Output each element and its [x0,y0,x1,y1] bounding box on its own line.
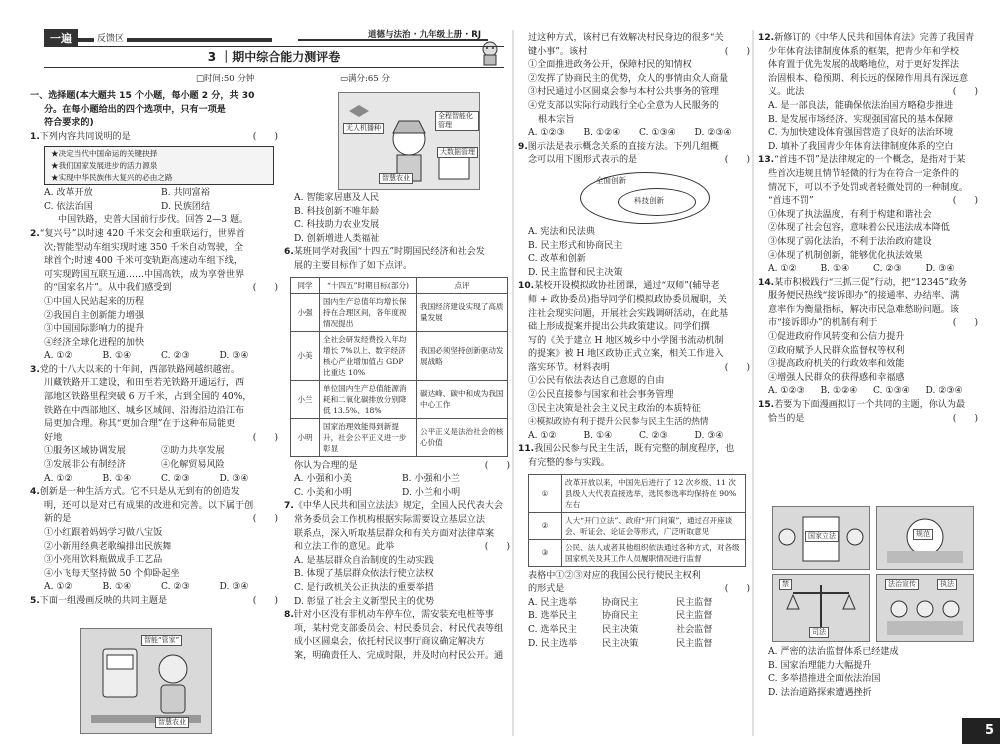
q15-stem: 15.若要为下面漫画拟订一个共同的主题，你认为最 [758,400,966,411]
q5-mid-label: 大数据管理 [437,147,478,158]
table-row [291,293,508,331]
table-row [529,474,746,512]
q3-items [30,459,278,473]
q4-item: ③小亮用饮料瓶做成手工艺品 [44,555,163,566]
q2-item: ④经济全球化进程的加快 [44,337,145,348]
q8-item: ③村民通过小区圆桌会参与本村公共事务的管理 [528,87,719,98]
option[interactable]: C. ②③ [161,473,190,484]
q23-intro: 中国铁路，史普大国前行步伐。回答 2—3 题。 [58,215,249,226]
q15-line: 恰当的是 ( ) [768,413,978,424]
q7-option[interactable]: A. 是基层群众自治制度的生动实践 [294,555,434,566]
option[interactable]: D. ②③④ [925,386,963,397]
q9-option[interactable]: B. 民主形式和协商民主 [528,240,623,251]
q6-table [290,277,508,457]
q14-item: ①促进政府作风转变和公信力提升 [768,332,905,343]
q10-item: ④模拟政协有利于提升公民参与民主生活的热情 [528,417,709,428]
table-cell: 公平正义是法治社会的核心价值 [417,418,508,456]
section-title-3: 符合要求的) [44,118,94,129]
q2-stem: 2.“复兴号”以时速 420 千米交会和重联运行，世界首 [30,228,246,239]
q15-option[interactable]: C. 多举措推进全面依法治国 [768,674,881,685]
column-3 [518,32,750,651]
q12-option[interactable]: B. 是发展市场经济、实现强国富民的基本保障 [768,114,954,125]
q8-line: 成小区圆桌会，依托村民议事厅商议确定解决方 [294,637,485,648]
q1-box-line: ★决定当代中国命运的关键抉择 [51,149,158,159]
table-row [291,331,508,380]
q12-option[interactable]: C. 为加快建设体育强国营造了良好的法治环境 [768,128,954,139]
q5-mid-label: 智慧农业 [379,173,413,184]
option[interactable]: C. ①③④ [639,128,676,139]
option[interactable]: D. ②③④ [694,128,732,139]
item: ③发展非公有制经济 [44,460,126,471]
option[interactable]: C. ②③ [161,582,190,593]
option[interactable]: A. ①② [44,582,73,593]
q5-option[interactable]: C. 科技助力农业发展 [294,220,380,231]
q5-cartoon-right [338,92,480,190]
q11-line: 表格中①②③对应的我国公民行使民主权利 [528,570,701,581]
q9-diagram [518,168,750,226]
item: ④化解贸易风险 [161,460,225,471]
q13-item: ③体现了弱化法治，不利于法治政府建设 [768,236,932,247]
q5-option[interactable]: B. 科技创新不唯年龄 [294,206,380,217]
column-divider [752,30,754,736]
q9-option[interactable]: D. 民主监督和民主决策 [528,267,623,278]
q2-line: 可实现跨国互联互通……中国高铁，成为享誉世界 [44,269,245,280]
q8-options [518,127,750,141]
q10-item: ②公民直接参与国家和社会事务管理 [528,390,674,401]
q11-stem: 11.我国公民参与民主生活，既有完整的制度程序，也 [518,444,735,455]
section-title-1: 一、选择题(本大题共 15 个小题，每小题 2 分，共 30 [30,91,255,101]
q10-options [518,430,750,444]
q7-option[interactable]: B. 体现了基层群众依法行使立法权 [294,569,434,580]
q13-stem: 13.“首违不罚”是法律规定的一个概念，是指对于某 [758,155,966,166]
option[interactable]: B. ①④ [102,582,132,593]
q7-option[interactable]: D. 彰显了社会主义新型民主的优势 [294,596,435,607]
q15-label: 禁 [779,579,792,590]
q10-line: 注社会现实问题，开展社会实践调研活动，在此基 [528,308,729,319]
q2-line: 的“国家名片”。从中我们感受到 ( ) [44,283,278,294]
q14-item: ③提高政府机关的行政效率和效能 [768,359,905,370]
column-2 [284,192,510,663]
q12-line: 治固根本、稳预期、利长远的保障作用具有深远意 [768,73,969,84]
table-cell: 公民、法人或者其他组织依法通过各种方式，对各级国家机关及其工作人员履职情况进行监督 [562,539,746,566]
feedback-zone: 反馈区 [94,31,127,44]
option[interactable]: B. ①④ [102,473,132,484]
option[interactable]: B. ①④ [102,351,132,362]
table-cell: ① [529,474,562,512]
table-cell: 小强 [291,293,320,331]
q8-line: 案，明确责任人、完成时限，并及时向村民公开。通 [294,650,504,661]
option[interactable]: D. ③④ [925,264,955,275]
q13-item: ②体现了社会包容，意味着公民违法成本降低 [768,223,950,234]
q13-options [758,263,978,277]
q5-option[interactable]: A. 智能家居惠及人民 [294,193,380,203]
table-row [529,512,746,539]
q15-label: 司法 [809,627,829,638]
q8-line: 项，某村党支部委员会、村民委员会、村民代表等组 [294,623,504,634]
q12-line: 少年体育法律制度体系的框架，把青少年和学校 [768,46,959,57]
option[interactable]: D. 小兰和小明 [402,487,461,498]
page-number: 5 [962,718,1000,744]
q4-line: 明，还可以是对已有成果的改进和完善。以下属于创 [44,500,254,511]
option[interactable]: A. 小强和小美 [294,474,352,485]
q13-item: ④体现了机制创新，能够优化执法效果 [768,250,923,261]
section-title-2: 分。在每小题给出的四个选项中，只有一项是 [44,104,226,115]
option[interactable]: B. 共同富裕 [161,188,210,199]
q7-option[interactable]: C. 是行政机关公正执法的重要举措 [294,582,434,593]
q13-item: ①体现了执法温度，有利于构建和谐社会 [768,209,932,220]
option[interactable]: B. ①④ [820,264,850,275]
q9-line: 念可以用下图形式表示的是 ( ) [528,155,750,166]
q2-line: 次;智能型动车组实现时速 350 千米自动驾驶，全 [44,242,243,253]
table-row [291,380,508,418]
q14-options [758,385,978,399]
q2-options [30,350,278,364]
option[interactable]: B. ①②④ [583,128,621,139]
option[interactable]: D. ③④ [694,430,724,441]
q4-options [30,581,278,595]
option[interactable]: A. ①② [44,473,73,484]
q15-cartoon [876,506,974,570]
q6-options [284,473,510,487]
option[interactable]: C. ②③ [873,264,902,275]
q1-options [30,201,278,215]
q11-line: 有完整的参与实践。 [528,458,610,469]
q9-option[interactable]: A. 宪法和民法典 [528,226,595,237]
q5-label: 智慧农业 [155,717,189,728]
q5-cartoon-left [80,628,212,734]
q15-label: 规范 [913,529,933,540]
table-cell: 国内生产总值年均增长保持在合理区间，各年度视情况提出 [320,293,417,331]
q15-label: 国家立法 [805,531,839,542]
q10-line: 础上形成提案并提出公共政策建议。同学们撰 [528,322,710,333]
q9-option[interactable]: C. 改革和创新 [528,254,586,265]
q12-line: 体育置于优先发展的战略地位，对于更好发挥法 [768,60,959,71]
option[interactable]: A. ①② [44,351,73,362]
full-score: ▭满分:65 分 [340,74,390,84]
q12-option[interactable]: D. 填补了我国青少年体育法律制度体系的空白 [768,141,954,152]
test-title: 3 ｜期中综合能力测评卷 [44,46,504,68]
q4-item: ②小新用经典老歌编排出民族舞 [44,541,172,552]
table-cell: 碳达峰、碳中和成为我国中心工作 [417,380,508,418]
q14-line: 市“接诉即办”的机制有利于 ( ) [768,318,978,329]
q12-line: 义。此法 ( ) [768,87,978,98]
q3-stem: 3.党的十八大以来的十年间，西部铁路网越织越密。 [30,364,240,375]
q13-line: “首违不罚” ( ) [768,196,978,207]
table-cell: 全社会研发经费投入年均增长 7%以上、数字经济核心产业增加值占 GDP 比重达 10% [320,331,417,380]
q4-item: ①小红跟着妈妈学习做八宝饭 [44,528,163,538]
option[interactable]: A. 改革开放 [44,188,93,199]
q10-item: ③民主决策是社会主义民主政治的本质特征 [528,403,701,414]
q12-option[interactable]: A. 是一部良法，能确保依法治国方略稳步推进 [768,100,954,111]
option[interactable]: A. ①②③ [768,386,805,397]
option[interactable]: C. ②③ [161,351,190,362]
q2-item: ①中国人民站起来的历程 [44,296,145,307]
option[interactable]: B. ①②④ [820,386,858,397]
q15-cartoon [772,574,870,642]
table-cell: ② [529,512,562,539]
q15-option[interactable]: B. 国家治理能力大幅提升 [768,660,872,671]
q11-option[interactable]: B. 选举民主 协商民主 民主监督 [528,611,713,622]
table-header-row [291,277,508,293]
q10-line: 落实环节。材料表明 ( ) [528,362,750,373]
option[interactable]: A. ①② [768,264,797,275]
table-cell: 改革开放以来，中国先后进行了 12 次乡级、11 次县级人大代表直接选举，选民参选率均保持在 90% 左右 [562,474,746,512]
q15-label: 执法 [937,579,957,590]
q5-mid-label: 无人机播种 [343,123,384,134]
table-cell: 国家治理效能得到新提升，社会公平正义进一步彰显 [320,418,417,456]
q13-line: 情况下，可以不予处罚或者轻微处罚的一种制度。 [768,182,969,193]
q5-option[interactable]: D. 创新增进人类福祉 [294,233,380,244]
q3-line: 好地 ( ) [44,432,278,443]
q2-line: 球首个;时速 400 千米可变轨距高速动车组下线， [44,256,243,267]
q5-mid-label: 全程智能化管理 [435,111,479,131]
table-row [529,539,746,566]
q1-box-line: ★我们国家发展进步的活力源泉 [51,160,158,170]
option[interactable]: C. ②③ [639,430,668,441]
header-badge: 一遍 [44,29,78,47]
q14-item: ②政府赋予人民群众监督权等权利 [768,345,905,356]
option[interactable]: D. ③④ [219,351,249,362]
q10-line: 师 + 政协委员)指导同学们模拟政协委员履职，关 [528,294,727,305]
table-cell: 人大“开门立法”、政府“开门问策”，通过召开座谈会、听证会、论证会等形式，广泛听取意见 [562,512,746,539]
q15-option[interactable]: D. 法治道路探索遭遇挫折 [768,687,872,698]
q3-items [30,445,278,459]
q6-question: 你认为合理的是 ( ) [294,460,510,471]
option[interactable]: C. ①③④ [873,386,910,397]
q3-line: 铁路在中西部地区、城乡区域间、沿海沿边沿江布 [44,405,245,416]
option[interactable]: A. ①②③ [528,128,565,139]
q11-table [528,474,746,567]
option[interactable]: B. ①④ [583,430,613,441]
table-cell: 单位国内生产总值能源消耗和二氧化碳排放分别降低 13.5%、18% [320,380,417,418]
option[interactable]: D. ③④ [219,582,249,593]
q5-stem: 5.下面一组漫画反映的共同主题是 ( ) [30,595,278,606]
q15-option[interactable]: A. 严密的法治监督体系已经建成 [768,647,899,657]
option[interactable]: C. 依法治国 [44,201,93,212]
q15-options [758,646,978,700]
column-4 [758,32,978,426]
q6-stem: 6.某班同学对我国“十四五”时期国民经济和社会发 [284,247,485,258]
q8-item: ①全面推进政务公开，保障村民的知情权 [528,60,692,71]
q2-item: ③中国国际影响力的提升 [44,324,145,335]
q15-cartoon [876,574,974,642]
table-cell: 小兰 [291,380,320,418]
option[interactable]: D. 民族团结 [161,201,211,212]
q15-cartoon [772,506,870,570]
q8-item: 根本宗旨 [538,114,575,125]
table-cell: ③ [529,539,562,566]
q10-item: ①公民有依法表达自己意愿的自由 [528,376,665,387]
q7-line: 常务委员会工作机构根据实际需要设立基层立法 [294,514,485,525]
q11-option[interactable]: A. 民主选举 协商民主 民主监督 [528,597,713,608]
q11-line: 的形式是 ( ) [528,584,750,595]
q3-line: 川藏铁路开工建设，和田至若羌铁路开通运行，西 [44,378,245,389]
q4-item: ④小飞每天坚持做 50 个仰卧起坐 [44,568,180,579]
q14-stem: 14.某市积极践行“三抓三促”行动，把“12345”政务 [758,277,968,288]
q1-box-line: ★实现中华民族伟大复兴的必由之路 [51,172,173,182]
q5-label: 智能“管家” [141,635,182,646]
q10-line: 写的《关于建立 H 地区城乡中小学图书流动机制 [528,335,724,346]
q7-line: 联系点，深入听取基层群众和有关方面对法律草案 [294,528,495,539]
q3-line: 局更加合理。称其“更加合理”在于这种布局能更 [44,419,236,430]
item: ②助力共享发展 [161,446,225,457]
q12-stem: 12.新修订的《中华人民共和国体育法》完善了我国青 [758,33,975,43]
table-row [291,418,508,456]
option[interactable]: A. ①② [528,430,557,441]
q3-options [30,473,278,487]
q10-line: 的提案》被 H 地区政协正式立案，相关工作进入 [528,349,724,360]
outer-label: 全面创新 [596,175,626,185]
table-header: 点评 [417,277,508,293]
q6-line: 展的主要目标作了如下点评。 [294,260,413,271]
q8-item: ④党支部以实际行动践行全心全意为人民服务的 [528,100,719,111]
q9-stem: 9.图示法是表示概念关系的直接方法。下列几组概 [518,141,719,152]
inner-label: 科技创新 [634,195,664,205]
option[interactable]: B. 小强和小兰 [402,474,460,485]
q8-line: 过这种方式，该村已有效解决村民身边的很多“关 [528,33,724,43]
table-cell: 小明 [291,418,320,456]
q14-line: 意率作为衡量指标，解决市民急难愁盼问题。该 [768,304,959,315]
q6-options [284,487,510,501]
option[interactable]: C. 小美和小明 [294,487,352,498]
column-divider [512,30,514,736]
q4-stem: 4.创新是一种生活方式。它不只是从无到有的创造发 [30,487,240,498]
table-cell: 小美 [291,331,320,380]
q7-line: 和立法工作的意见。此举 ( ) [294,542,510,553]
q1-stem: 1.下列内容共同说明的是 ( ) [30,131,278,142]
q8-line: 键小事”。该村 ( ) [528,46,750,57]
q3-line: 部地区铁路里程突破 6 万千米，占到全国的 40%， [44,392,252,403]
item: ①服务区域协调发展 [44,446,126,457]
q1-quote-box [44,146,274,185]
q1-options [30,187,278,201]
q4-line: 新的是 ( ) [44,514,278,525]
option[interactable]: D. ③④ [219,473,249,484]
book-title: 道德与法治 · 九年级上册 · RJ [368,30,482,40]
q11-option[interactable]: C. 选举民主 民主决策 社会监督 [528,625,713,635]
q14-item: ④增强人民群众的获得感和幸福感 [768,372,905,383]
q10-stem: 10.某校开设模拟政协社团课，通过“双师”(辅导老 [518,281,720,292]
header-bar [44,37,272,43]
q2-item: ②我国自主创新能力增强 [44,310,145,321]
table-cell: 我国必须坚持创新驱动发展战略 [417,331,508,380]
q8-item: ②发挥了协商民主的优势，众人的事情由众人商量 [528,73,729,84]
q7-stem: 7.《中华人民共和国立法法》规定，全国人民代表大会 [284,501,503,512]
q8-stem: 8.针对小区没有非机动车停车位，需安装充电桩等事 [284,610,494,621]
table-cell: 我国经济建设实现了高质量发展 [417,293,508,331]
table-header: “十四五”时期目标(部分) [320,277,417,293]
column-1 [30,90,278,609]
q13-line: 些首次违规且情节轻微的行为在符合一定条件的 [768,168,959,179]
q14-line: 服务便民热线“接诉即办”的接通率、办结率、满 [768,291,960,302]
q15-label: 法治宣传 [885,579,919,590]
time-limit: □时间:50 分钟 [196,74,255,84]
table-header: 同学 [291,277,320,293]
q11-option[interactable]: D. 民主选举 民主决策 民主监督 [528,638,713,649]
